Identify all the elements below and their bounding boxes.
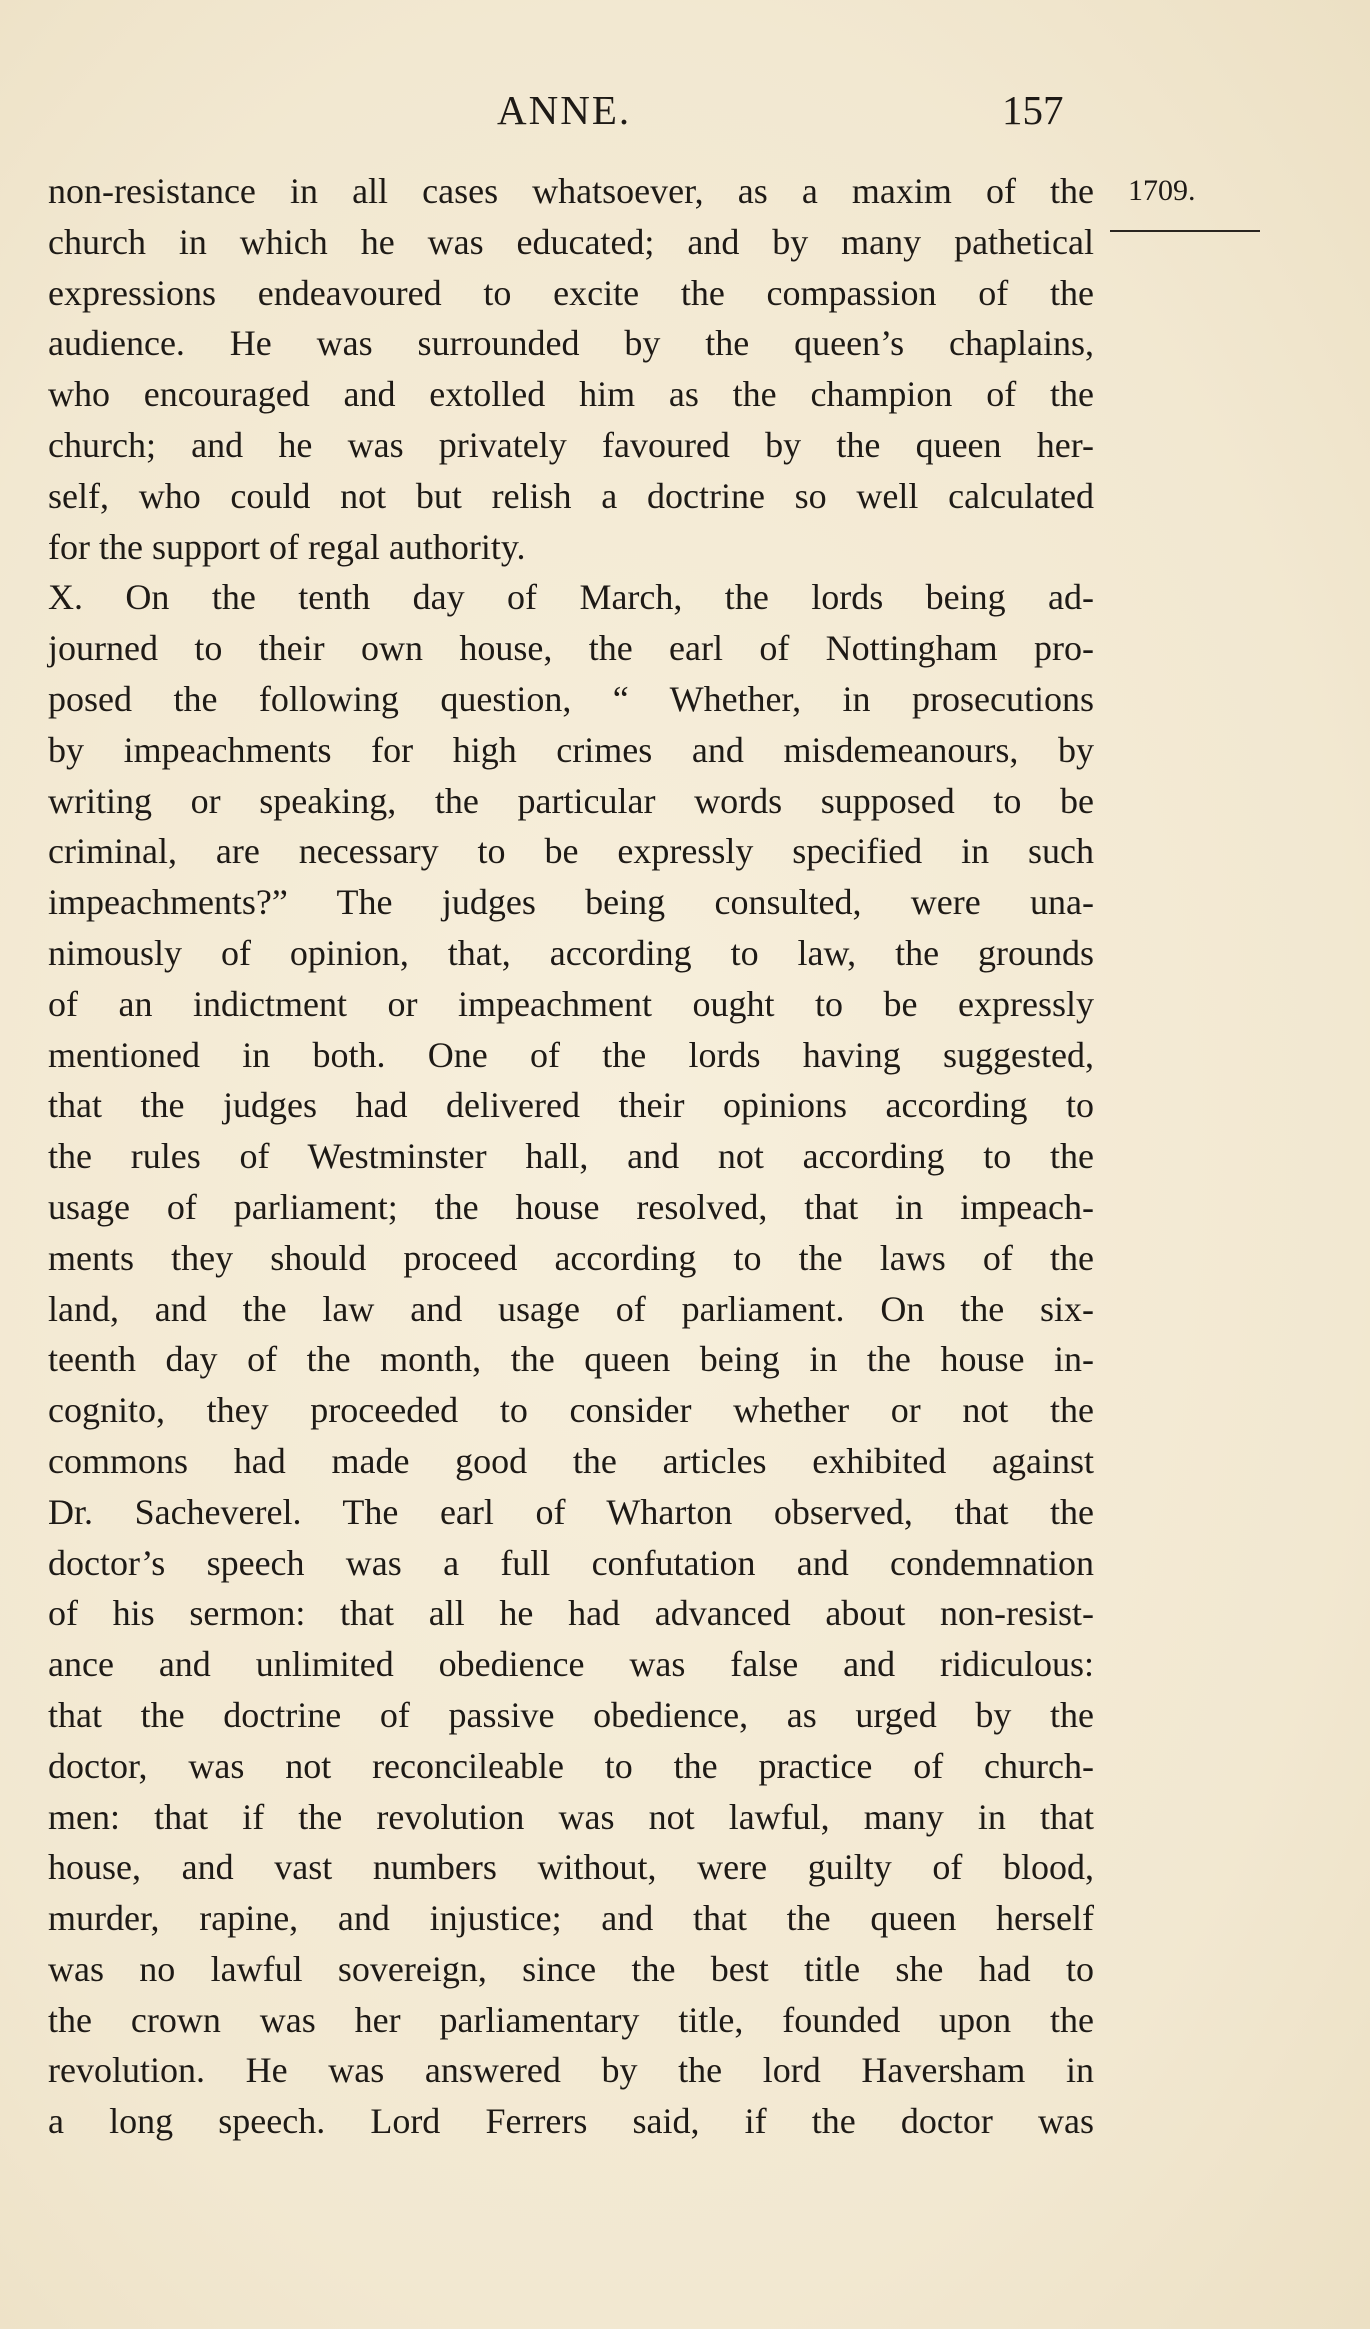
text-line: men: that if the revolution was not lawful, many in that <box>48 1796 1094 1837</box>
text-line: ance and unlimited obedience was false and ridiculous: <box>48 1644 1094 1685</box>
text-line: doctor’s speech was a full confutation and condemnation <box>48 1542 1094 1583</box>
text-line: church; and he was privately favoured by the queen her- <box>48 424 1094 465</box>
text-line: cognito, they proceeded to consider whether or not the <box>48 1390 1094 1431</box>
text-line: murder, rapine, and injustice; and that the queen herself <box>48 1898 1094 1939</box>
text-line: land, and the law and usage of parliament. On the six- <box>48 1288 1094 1329</box>
text-line: that the judges had delivered their opinions according to <box>48 1085 1094 1126</box>
text-line: for the support of regal authority. <box>48 526 526 567</box>
text-line: revolution. He was answered by the lord Haversham in <box>48 2050 1094 2091</box>
running-head-title: ANNE. <box>497 87 632 133</box>
text-line: posed the following question, “ Whether, in prosecutions <box>48 678 1094 719</box>
margin-year-note: 1709. <box>1128 174 1196 207</box>
text-line: by impeachments for high crimes and misdemeanours, by <box>48 729 1094 770</box>
text-line: non-resistance in all cases whatsoever, as a maxim of the <box>48 171 1094 211</box>
text-line: of his sermon: that all he had advanced about non-resist- <box>48 1593 1094 1634</box>
text-line: nimously of opinion, that, according to law, the grounds <box>48 932 1094 973</box>
text-line: Dr. Sacheverel. The earl of Wharton observed, that the <box>48 1491 1094 1532</box>
text-line: criminal, are necessary to be expressly specified in such <box>48 831 1094 872</box>
margin-rule <box>1110 230 1260 232</box>
text-line: expressions endeavoured to excite the compassion of the <box>48 272 1094 313</box>
text-line: a long speech. Lord Ferrers said, if the doctor was <box>48 2101 1094 2142</box>
text-line: was no lawful sovereign, since the best title she had to <box>48 1948 1094 1989</box>
text-line: church in which he was educated; and by many pathetical <box>48 221 1094 262</box>
text-line: usage of parliament; the house resolved, that in impeach- <box>48 1186 1094 1227</box>
text-line: who encouraged and extolled him as the champion of the <box>48 374 1094 415</box>
text-line: journed to their own house, the earl of Nottingham pro- <box>48 628 1094 669</box>
text-line: house, and vast numbers without, were guilty of blood, <box>48 1847 1094 1888</box>
text-line: commons had made good the articles exhibited against <box>48 1440 1094 1481</box>
text-line: the crown was her parliamentary title, founded upon the <box>48 1999 1094 2040</box>
text-line: impeachments?” The judges being consulted, were una- <box>48 882 1094 923</box>
text-line: teenth day of the month, the queen being in the house in- <box>48 1339 1094 1380</box>
text-line: the rules of Westminster hall, and not according to the <box>48 1136 1094 1177</box>
text-line: audience. He was surrounded by the queen’s chaplains, <box>48 323 1094 364</box>
text-line: X. On the tenth day of March, the lords being ad- <box>48 577 1094 618</box>
text-line: of an indictment or impeachment ought to be expressly <box>48 983 1094 1024</box>
page-number: 157 <box>1002 87 1064 133</box>
text-line: ments they should proceed according to the laws of the <box>48 1237 1094 1278</box>
text-line: doctor, was not reconcileable to the practice of church- <box>48 1745 1094 1786</box>
body-text <box>48 166 1094 2147</box>
text-line: self, who could not but relish a doctrine so well calculated <box>48 475 1094 516</box>
text-line: that the doctrine of passive obedience, as urged by the <box>48 1694 1094 1735</box>
text-line: mentioned in both. One of the lords having suggested, <box>48 1034 1094 1075</box>
text-line: writing or speaking, the particular words supposed to be <box>48 780 1094 821</box>
